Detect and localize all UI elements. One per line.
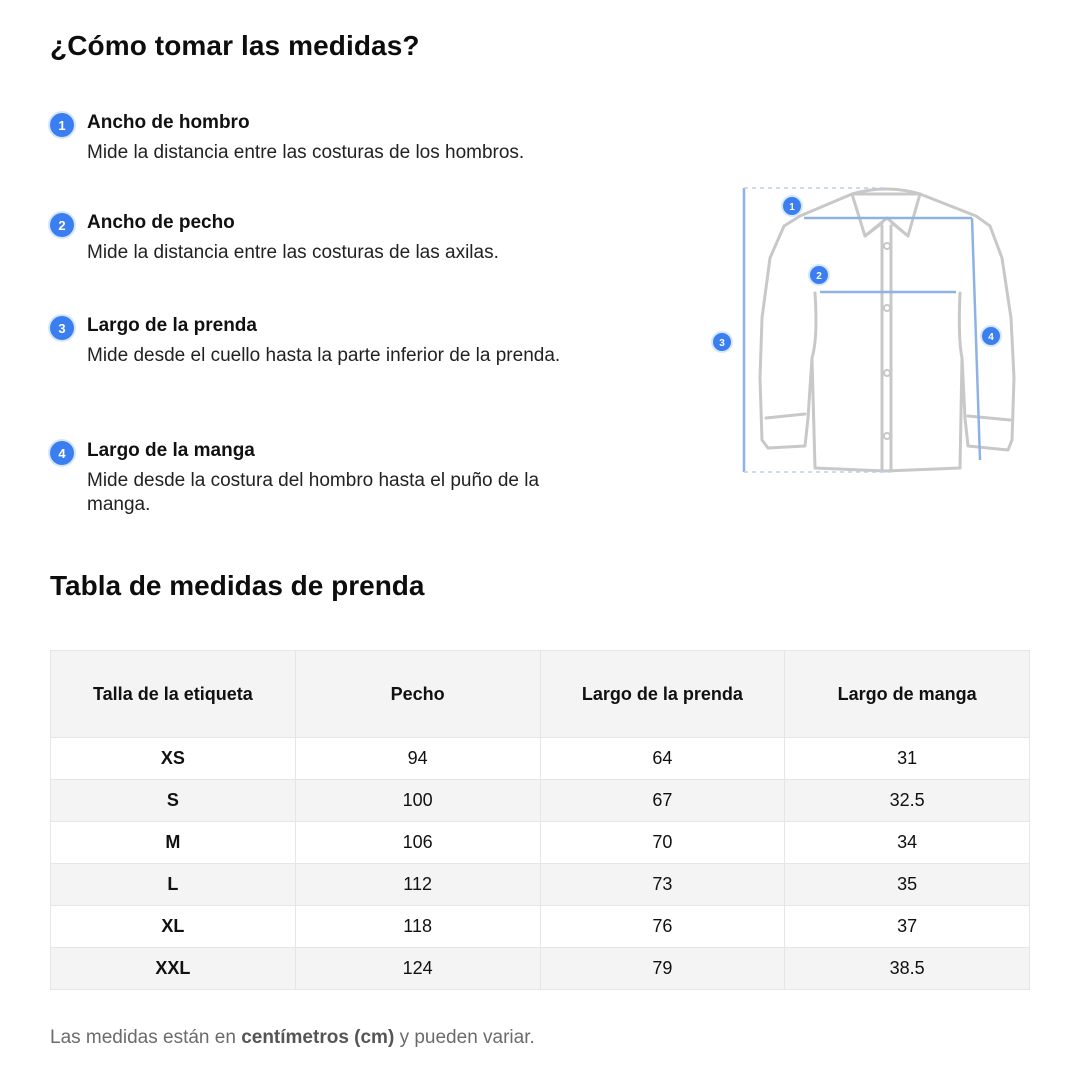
step-title: Ancho de hombro — [87, 112, 250, 133]
step-description: Mide la distancia entre las costuras de las axilas. — [87, 242, 499, 263]
step-description: Mide la distancia entre las costuras de los hombros. — [87, 142, 525, 163]
units-note-text-end: y pueden variar. — [394, 1027, 535, 1048]
size-cell: XL — [51, 906, 296, 948]
diagram-marker-3 — [712, 332, 732, 352]
sleeve-length-cell: 31 — [785, 738, 1030, 780]
garment-length-cell: 73 — [540, 864, 785, 906]
svg-text:4: 4 — [988, 332, 994, 343]
table-row — [51, 906, 1030, 948]
garment-length-cell: 79 — [540, 948, 785, 990]
size-table — [50, 650, 1030, 990]
page-title: ¿Cómo tomar las medidas? — [50, 30, 420, 61]
units-note-text: Las medidas están en — [50, 1027, 242, 1048]
step-number-badge: 3 — [50, 316, 74, 340]
chest-cell: 118 — [295, 906, 540, 948]
garment-length-cell: 67 — [540, 780, 785, 822]
size-cell: S — [51, 780, 296, 822]
diagram-marker-1 — [782, 196, 802, 216]
units-note-emphasis: centímetros (cm) — [241, 1027, 395, 1048]
column-header-sleeve-length: Largo de manga — [785, 651, 1030, 738]
chest-cell: 124 — [295, 948, 540, 990]
sleeve-length-cell: 37 — [785, 906, 1030, 948]
garment-length-cell: 70 — [540, 822, 785, 864]
sleeve-length-cell: 35 — [785, 864, 1030, 906]
step-description: Mide desde el cuello hasta la parte inferior de la prenda. — [87, 345, 561, 366]
size-table-title: Tabla de medidas de prenda — [50, 570, 425, 601]
size-cell: M — [51, 822, 296, 864]
svg-text:2: 2 — [816, 271, 822, 282]
size-cell: XS — [51, 738, 296, 780]
shirt-measurement-diagram — [700, 178, 1040, 488]
step-number-badge: 4 — [50, 441, 74, 465]
diagram-marker-4 — [981, 326, 1001, 346]
sleeve-length-cell: 34 — [785, 822, 1030, 864]
svg-text:3: 3 — [719, 338, 725, 349]
sleeve-length-cell: 38.5 — [785, 948, 1030, 990]
table-header-row — [51, 651, 1030, 738]
svg-text:1: 1 — [789, 202, 795, 213]
step-number-badge: 2 — [50, 213, 74, 237]
table-row — [51, 864, 1030, 906]
table-row — [51, 780, 1030, 822]
column-header-garment-length: Largo de la prenda — [540, 651, 785, 738]
diagram-marker-2 — [809, 265, 829, 285]
chest-cell: 100 — [295, 780, 540, 822]
column-header-size: Talla de la etiqueta — [51, 651, 296, 738]
size-cell: L — [51, 864, 296, 906]
chest-cell: 112 — [295, 864, 540, 906]
garment-length-cell: 76 — [540, 906, 785, 948]
step-title: Ancho de pecho — [87, 212, 235, 233]
chest-cell: 94 — [295, 738, 540, 780]
step-title: Largo de la prenda — [87, 315, 257, 336]
units-note — [50, 1027, 535, 1049]
step-title: Largo de la manga — [87, 440, 255, 461]
size-cell: XXL — [51, 948, 296, 990]
sleeve-length-cell: 32.5 — [785, 780, 1030, 822]
column-header-chest: Pecho — [295, 651, 540, 738]
step-description: Mide desde la costura del hombro hasta el puño de la manga. — [87, 470, 540, 515]
table-row — [51, 948, 1030, 990]
step-number-badge: 1 — [50, 113, 74, 137]
garment-length-cell: 64 — [540, 738, 785, 780]
table-row — [51, 738, 1030, 780]
table-row — [51, 822, 1030, 864]
chest-cell: 106 — [295, 822, 540, 864]
